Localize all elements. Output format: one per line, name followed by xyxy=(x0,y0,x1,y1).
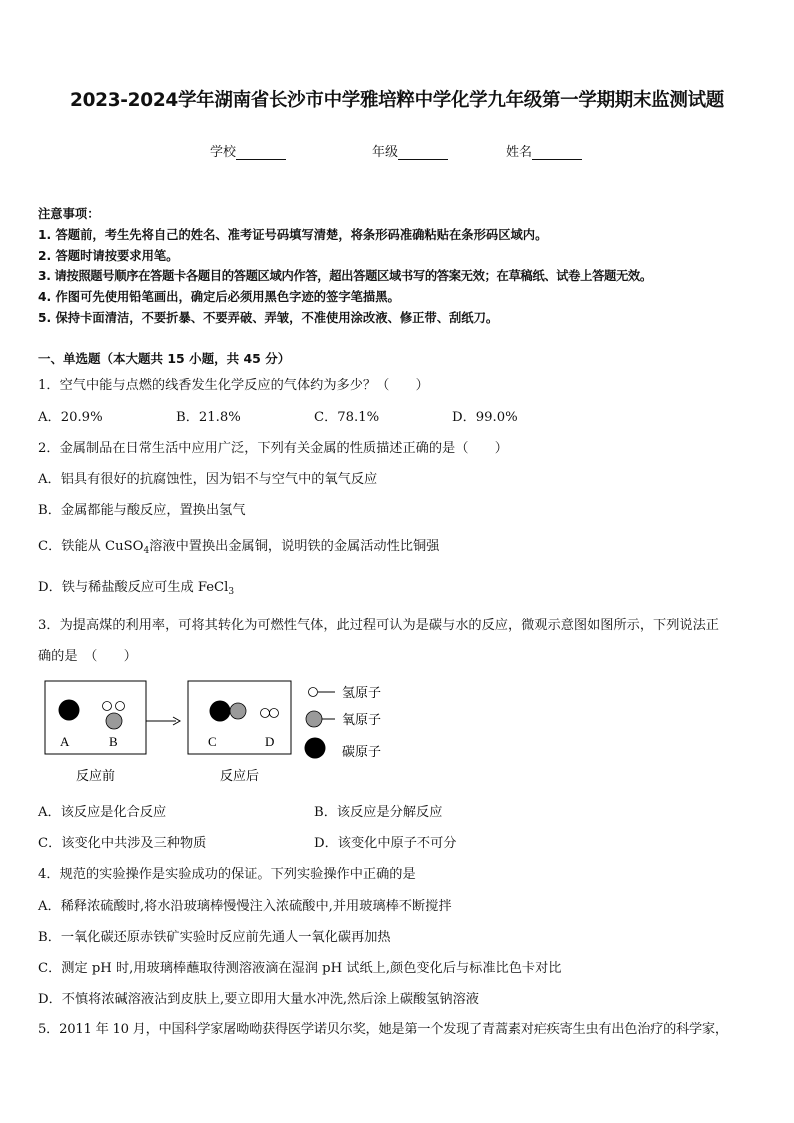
label-b: B xyxy=(109,734,118,749)
q2-option-c[interactable] xyxy=(38,535,439,556)
q4-option-c[interactable]: C．测定 pH 时,用玻璃棒蘸取待测溶液滴在湿润 pH 试纸上,颜色变化后与标准比色卡对比 xyxy=(38,961,562,976)
notes-item: 4. 作图可先使用铅笔画出，确定后必须用黑色字迹的签字笔描黑。 xyxy=(38,290,400,304)
legend-carbon-label: 碳原子 xyxy=(342,745,382,760)
notes-title: 注意事项： xyxy=(38,207,100,221)
school-label: 学校 xyxy=(210,145,237,160)
q1-option-d[interactable]: D．99.0% xyxy=(452,410,518,425)
legend-hydrogen-label: 氢原子 xyxy=(342,686,382,701)
hydrogen-atom xyxy=(261,709,270,718)
legend-oxygen-label: 氧原子 xyxy=(342,713,382,728)
question-1-stem: 1．空气中能与点燃的线香发生化学反应的气体约为多少？（ ） xyxy=(38,378,429,393)
q4-option-a[interactable]: A．稀释浓硫酸时,将水沿玻璃棒慢慢注入浓硫酸中,并用玻璃棒不断搅拌 xyxy=(38,899,452,914)
q4-option-d[interactable]: D．不慎将浓碱溶液沾到皮肤上,要立即用大量水冲洗,然后涂上碳酸氢钠溶液 xyxy=(38,992,479,1007)
after-caption: 反应后 xyxy=(220,769,260,784)
q1-option-b[interactable]: B．21.8% xyxy=(176,410,241,425)
section-heading: 一、单选题（本大题共 15 小题，共 45 分） xyxy=(38,351,291,366)
before-caption: 反应前 xyxy=(76,769,116,784)
q2-c-rest: 溶液中置换出金属铜，说明铁的金属活动性比铜强 xyxy=(149,539,440,554)
oxygen-atom xyxy=(106,713,122,729)
grade-label: 年级 xyxy=(372,145,399,160)
school-field xyxy=(210,141,286,160)
question-3-stem: 3．为提高煤的利用率，可将其转化为可燃性气体，此过程可认为是碳与水的反应，微观示意图如图所示，下列说法正 xyxy=(38,618,719,633)
hydrogen-atom xyxy=(270,709,279,718)
q2-option-b[interactable]: B．金属都能与酸反应，置换出氢气 xyxy=(38,503,246,518)
notes-item: 3. 请按照题号顺序在答题卡各题目的答题区域内作答，超出答题区域书写的答案无效；在草稿纸、试卷上答题无效。 xyxy=(38,269,652,283)
oxygen-atom xyxy=(230,703,246,719)
legend-carbon-icon xyxy=(305,738,326,759)
name-label: 姓名 xyxy=(506,145,533,160)
carbon-atom xyxy=(210,701,231,722)
name-blank[interactable] xyxy=(532,145,582,160)
reaction-diagram xyxy=(40,676,400,788)
grade-blank[interactable] xyxy=(398,145,448,160)
question-3-stem-cont: 确的是 （ ） xyxy=(38,649,137,664)
hydrogen-atom xyxy=(116,702,125,711)
q2-option-d[interactable] xyxy=(38,576,234,597)
notes-item: 2. 答题时请按要求用笔。 xyxy=(38,249,179,263)
q1-option-a[interactable]: A．20.9% xyxy=(38,410,103,425)
notes-item: 1. 答题前，考生先将自己的姓名、准考证号码填写清楚，将条形码准确粘贴在条形码区域内。 xyxy=(38,228,548,242)
q2-d-text: D．铁与稀盐酸反应可生成 FeCl xyxy=(38,580,229,595)
page-title: 2023-2024学年湖南省长沙市中学雅培粹中学化学九年级第一学期期末监测试题 xyxy=(70,90,724,111)
carbon-atom xyxy=(59,700,80,721)
hydrogen-atom xyxy=(103,702,112,711)
question-5-stem: 5．2011 年 10 月，中国科学家屠呦呦获得医学诺贝尔奖，她是第一个发现了青蒿素对疟疾寄生虫有出色治疗的科学家， xyxy=(38,1022,728,1037)
label-d: D xyxy=(265,734,275,749)
q1-option-c[interactable]: C．78.1% xyxy=(314,410,380,425)
school-blank[interactable] xyxy=(236,145,286,160)
q2-c-subscript: 4 xyxy=(143,546,150,556)
legend-oxygen-icon xyxy=(306,711,322,727)
q3-option-b[interactable]: B．该反应是分解反应 xyxy=(314,805,443,820)
grade-field xyxy=(372,141,448,160)
label-a: A xyxy=(60,734,70,749)
question-2-stem: 2．金属制品在日常生活中应用广泛，下列有关金属的性质描述正确的是（ ） xyxy=(38,441,508,456)
q3-option-a[interactable]: A．该反应是化合反应 xyxy=(38,805,167,820)
label-c: C xyxy=(208,734,217,749)
notes-item: 5. 保持卡面清洁，不要折暴、不要弄破、弄皱，不准使用涂改液、修正带、刮纸刀。 xyxy=(38,311,499,325)
name-field xyxy=(506,141,582,160)
q2-option-a[interactable]: A．铝具有很好的抗腐蚀性，因为铝不与空气中的氧气反应 xyxy=(38,472,378,487)
q2-c-text: C．铁能从 CuSO xyxy=(38,539,144,554)
question-4-stem: 4．规范的实验操作是实验成功的保证。下列实验操作中正确的是 xyxy=(38,867,416,882)
q2-d-subscript: 3 xyxy=(228,587,235,597)
q3-option-d[interactable]: D．该变化中原子不可分 xyxy=(314,836,457,851)
legend-hydrogen-icon xyxy=(309,688,318,697)
q3-option-c[interactable]: C．该变化中共涉及三种物质 xyxy=(38,836,207,851)
q4-option-b[interactable]: B．一氧化碳还原赤铁矿实验时反应前先通人一氧化碳再加热 xyxy=(38,930,391,945)
